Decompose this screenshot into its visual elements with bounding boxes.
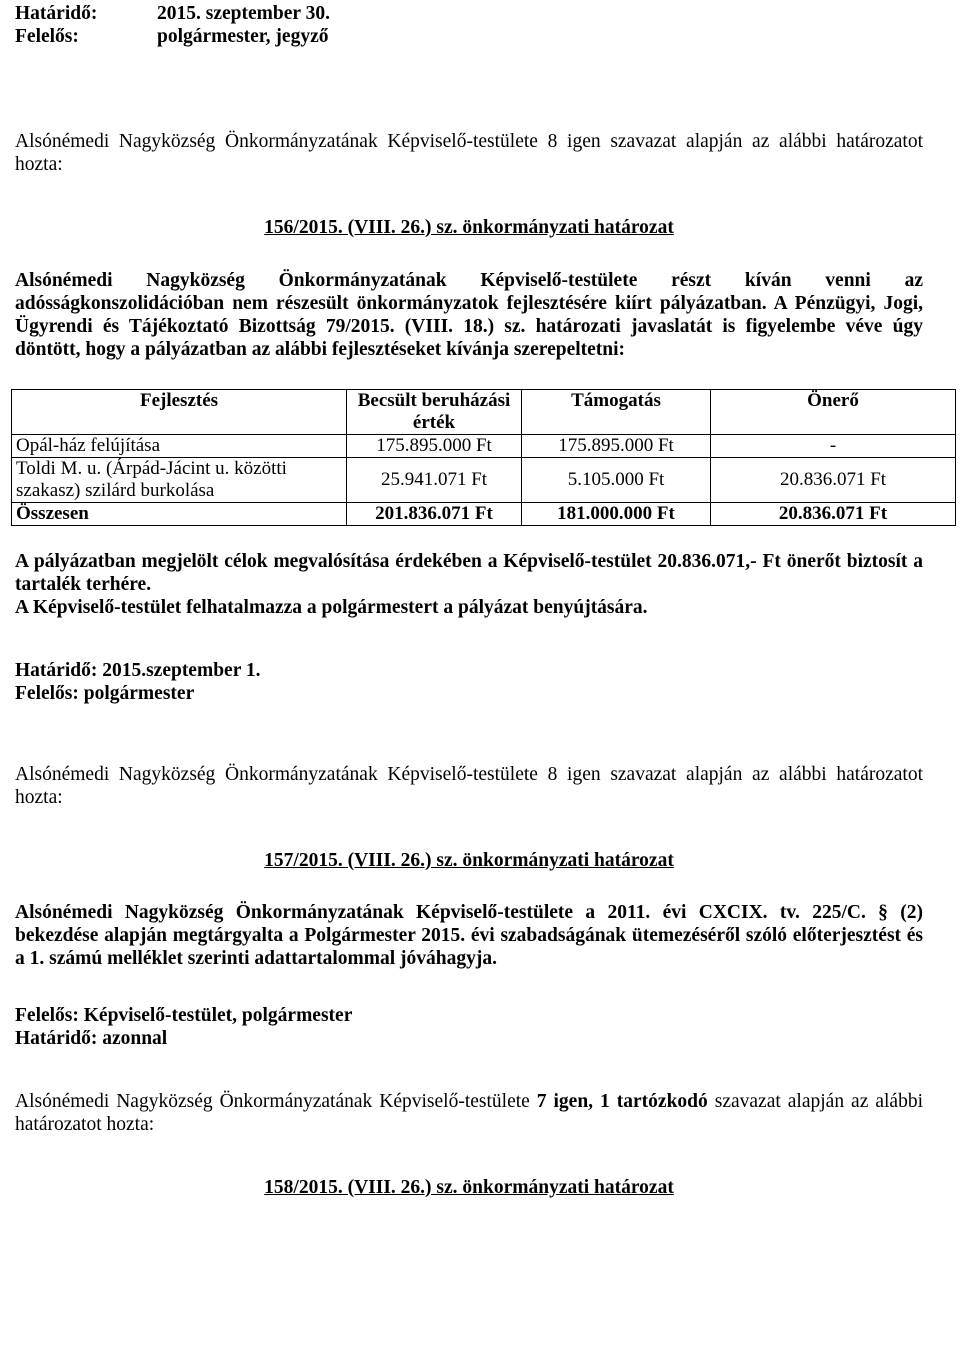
- deadline-value: 2015. szeptember 30.: [157, 3, 330, 24]
- table-header-row: [12, 390, 956, 435]
- table-cell: -: [711, 435, 956, 458]
- table-row: [12, 458, 956, 503]
- resolution-title-text: 156/2015. (VIII. 26.) sz. önkormányzati határozat: [264, 217, 674, 238]
- table-cell: Opál-ház felújítása: [12, 435, 347, 458]
- table-row: [12, 435, 956, 458]
- vote-intro-text: Alsónémedi Nagyközség Önkormányzatának Képviselő-testülete: [15, 1091, 537, 1112]
- table-total-row: [12, 503, 956, 526]
- resolution-body-156: Alsónémedi Nagyközség Önkormányzatának Képviselő-testülete részt kíván venni az adósságkonszolidációban nem részesült önkormányzatok fejlesztésére kiírt pályázatban. A Pénzügyi, Jogi, Ügyrendi és Tájékoztató Bizottság 79/2015. (VIII. 18.) sz. határozati javaslatát is figyelembe véve úgy döntött, hogy a pályázatban az alábbi fejlesztéseket kívánja szerepeltetni:: [15, 270, 923, 360]
- authorization-text: A Képviselő-testület felhatalmazza a polgármestert a pályázat benyújtására.: [15, 597, 648, 618]
- table-cell: Toldi M. u. (Árpád-Jácint u. közötti szakasz) szilárd burkolása: [12, 458, 347, 503]
- resolution-title-158: [15, 1176, 923, 1199]
- vote-count: 7 igen, 1 tartózkodó: [536, 1091, 708, 1112]
- header-cell: Önerő: [711, 390, 956, 435]
- header-cell: Fejlesztés: [12, 390, 347, 435]
- development-table-wrapper: [15, 389, 923, 526]
- resolution-body-157: Alsónémedi Nagyközség Önkormányzatának Képviselő-testülete a 2011. évi CXCIX. tv. 225/C. § (2) bekezdése alapján megtárgyalta a Polgármester 2015. évi szabadságának ütemezéséről szóló előterjesztést és a 1. számú melléklet szerinti adattartalommal jóváhagyja.: [15, 902, 923, 969]
- deadline-156: Határidő: 2015.szeptember 1.: [15, 660, 261, 681]
- table-cell: 175.895.000 Ft: [522, 435, 711, 458]
- deadline-row: [15, 2, 923, 25]
- vote-intro-rest: szavazat alapján az alábbi határozatot hozta:: [15, 1091, 923, 1135]
- responsible-156: Felelős: polgármester: [15, 683, 195, 704]
- resolution-title-text: 157/2015. (VIII. 26.) sz. önkormányzati határozat: [264, 850, 674, 871]
- deadline-label: Határidő:: [15, 3, 98, 24]
- own-contribution-text: A pályázatban megjelölt célok megvalósítása érdekében a Képviselő-testület 20.836.071,- Ft önerőt biztosít a tartalék terhére.: [15, 551, 923, 595]
- total-cell: 20.836.071 Ft: [711, 503, 956, 526]
- table-cell: 5.105.000 Ft: [522, 458, 711, 503]
- resolution-title-156: [15, 216, 923, 239]
- header-cell: Támogatás: [522, 390, 711, 435]
- resolution-title-157: [15, 849, 923, 872]
- responsible-label: Felelős:: [15, 26, 79, 47]
- table-cell: 175.895.000 Ft: [347, 435, 522, 458]
- resolution-title-text: 158/2015. (VIII. 26.) sz. önkormányzati határozat: [264, 1177, 674, 1198]
- total-cell: 201.836.071 Ft: [347, 503, 522, 526]
- responsible-value: polgármester, jegyző: [157, 26, 329, 47]
- table-cell: 25.941.071 Ft: [347, 458, 522, 503]
- responsible-row: [15, 25, 923, 48]
- table-cell: 20.836.071 Ft: [711, 458, 956, 503]
- deadline-157: Határidő: azonnal: [15, 1028, 168, 1049]
- total-cell: 181.000.000 Ft: [522, 503, 711, 526]
- responsible-157: Felelős: Képviselő-testület, polgármester: [15, 1005, 353, 1026]
- document-page: [15, 0, 923, 1199]
- vote-intro-3: [15, 1090, 923, 1136]
- total-cell: Összesen: [12, 503, 347, 526]
- vote-intro-1: Alsónémedi Nagyközség Önkormányzatának Képviselő-testülete 8 igen szavazat alapján az alábbi határozatot hozta:: [15, 131, 923, 175]
- development-table: [11, 389, 956, 526]
- vote-intro-2: Alsónémedi Nagyközség Önkormányzatának Képviselő-testülete 8 igen szavazat alapján az alábbi határozatot hozta:: [15, 764, 923, 808]
- header-cell: Becsült beruházási érték: [347, 390, 522, 435]
